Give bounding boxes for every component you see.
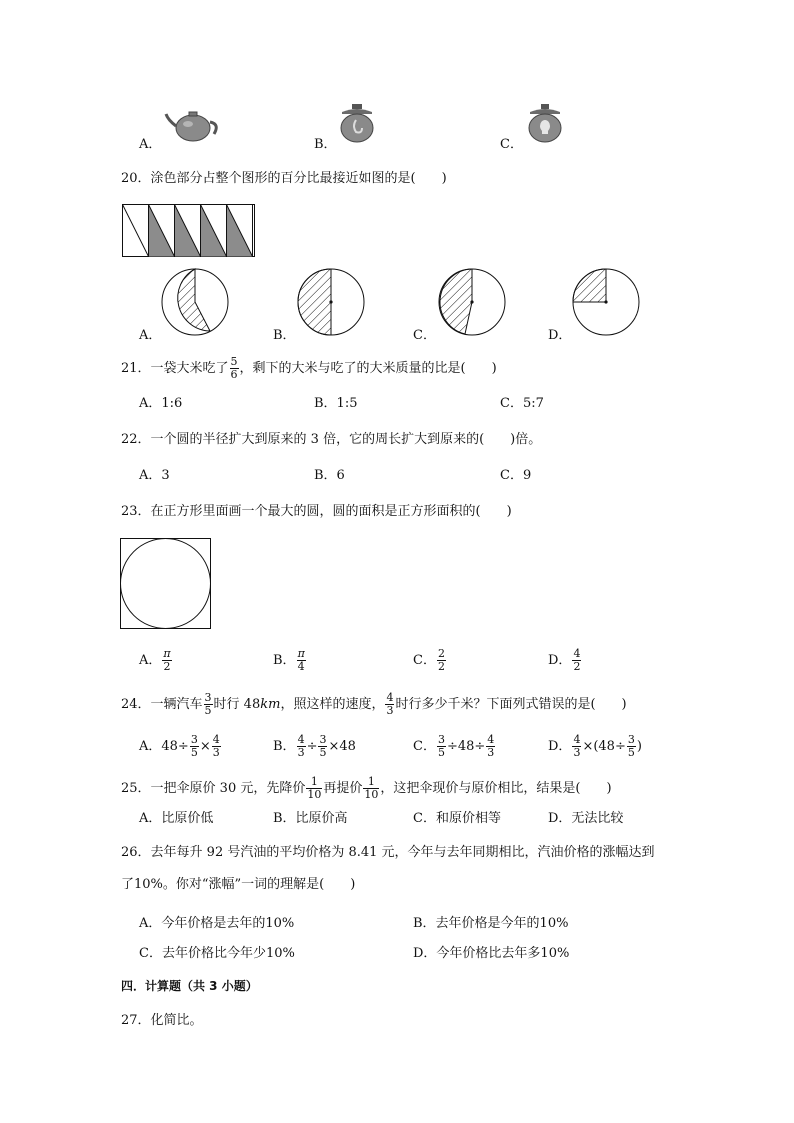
- q24-question: 24．一辆汽车 $\frac{3}{5}$ 时行 48km，照这样的速度， $\frac{4}{3}$ 时行多少千米？下面列式错误的是( ): [121, 691, 627, 717]
- q19-option-c[interactable]: C．: [500, 137, 523, 152]
- q26-option-d[interactable]: D．今年价格比去年多10%: [413, 946, 570, 961]
- q26-text-line1: 26．去年每升 92 号汽油的平均价格为 8.41 元，今年与去年同期相比，汽油价格的涨幅达到: [121, 845, 655, 860]
- q20-option-a[interactable]: A．: [139, 328, 162, 343]
- q20-pie-c: [438, 268, 506, 336]
- q23-circle-in-square-figure: [120, 538, 212, 630]
- q19-option-b[interactable]: B．: [314, 137, 337, 152]
- q22-option-c[interactable]: C．9: [500, 468, 532, 483]
- q20-pie-a: [161, 268, 229, 336]
- q20-option-d[interactable]: D．: [548, 328, 572, 343]
- q20-text: 20．涂色部分占整个图形的百分比最接近如图的是( ): [121, 171, 447, 186]
- q20-pie-d: [572, 268, 640, 336]
- q25-option-c[interactable]: C．和原价相等: [413, 811, 501, 826]
- q21-option-c[interactable]: C．5:7: [500, 396, 544, 411]
- q23-option-d[interactable]: D． $\frac{4}{2}$: [548, 647, 581, 673]
- q20-option-b[interactable]: B．: [273, 328, 296, 343]
- pot-with-bulb-icon: [524, 102, 566, 144]
- q20-option-c[interactable]: C．: [413, 328, 436, 343]
- q19-option-a[interactable]: A．: [139, 137, 162, 152]
- section-4-title: 四．计算题（共 3 小题）: [121, 979, 258, 993]
- q24-option-b[interactable]: B． $\frac{4}{3}$ ÷ $\frac{3}{5}$ ×48: [273, 733, 356, 759]
- q20-pie-b: [297, 268, 365, 336]
- q22-option-a[interactable]: A．3: [139, 468, 170, 483]
- q20-reference-figure: [122, 204, 258, 258]
- q23-option-a[interactable]: A． $\frac{\pi}{2}$: [139, 647, 171, 673]
- teapot-icon: [164, 106, 222, 144]
- q23-text: 23．在正方形里面画一个最大的圆，圆的面积是正方形面积的( ): [121, 504, 512, 519]
- q24-option-c[interactable]: C． $\frac{3}{5}$ ÷48÷ $\frac{4}{3}$: [413, 733, 495, 759]
- q21-option-a[interactable]: A．1:6: [139, 396, 183, 411]
- pot-with-spoon-icon: [336, 102, 378, 144]
- q27-text: 27．化简比。: [121, 1013, 203, 1028]
- q26-option-c[interactable]: C．去年价格比今年少10%: [139, 946, 295, 961]
- q22-option-b[interactable]: B．6: [314, 468, 345, 483]
- q25-option-a[interactable]: A．比原价低: [139, 811, 214, 826]
- q23-option-b[interactable]: B． $\frac{\pi}{4}$: [273, 647, 305, 673]
- q26-option-b[interactable]: B．去年价格是今年的10%: [413, 916, 569, 931]
- q23-option-c[interactable]: C． $\frac{2}{2}$: [413, 647, 445, 673]
- q24-option-a[interactable]: A．48÷ $\frac{3}{5}$ × $\frac{4}{3}$: [139, 733, 220, 759]
- q21-option-b[interactable]: B．1:5: [314, 396, 358, 411]
- q25-option-b[interactable]: B．比原价高: [273, 811, 348, 826]
- q25-option-d[interactable]: D．无法比较: [548, 811, 624, 826]
- q26-text-line2: 了10%。你对“涨幅”一词的理解是( ): [121, 877, 356, 892]
- q26-option-a[interactable]: A．今年价格是去年的10%: [139, 916, 295, 931]
- q22-text: 22．一个圆的半径扩大到原来的 3 倍，它的周长扩大到原来的( )倍。: [121, 432, 542, 447]
- q24-option-d[interactable]: D． $\frac{4}{3}$ ×(48÷ $\frac{3}{5}$ ): [548, 733, 642, 759]
- q21-question: 21．一袋大米吃了 $\frac{5}{6}$ ，剩下的大米与吃了的大米质量的比是( ): [121, 355, 497, 381]
- q21-fraction: $\frac{5}{6}$: [230, 355, 238, 381]
- q25-question: 25．一把伞原价 30 元，先降价 $\frac{1}{10}$ 再提价 $\frac{1}{10}$ ，这把伞现价与原价相比，结果是( ): [121, 775, 612, 801]
